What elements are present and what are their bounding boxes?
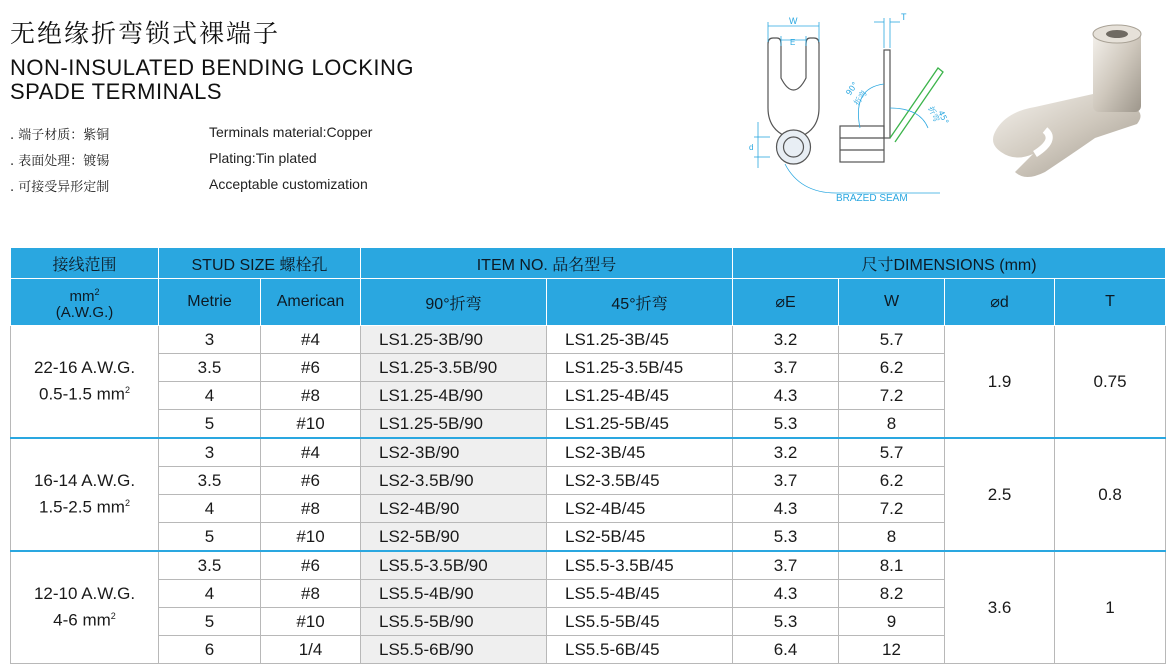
item-90-cell: LS1.25-4B/90 [361,382,547,410]
item-90-cell: LS2-3.5B/90 [361,467,547,495]
awg-range: 22-16 A.W.G. [33,358,136,378]
e-cell: 4.3 [733,382,839,410]
metric-cell: 5 [159,608,261,636]
header-w: W [839,279,945,326]
item-90-cell: LS5.5-4B/90 [361,580,547,608]
mm-range-sup: 2 [124,498,130,509]
w-cell: 5.7 [839,438,945,467]
w-cell: 8 [839,523,945,552]
metric-cell: 5 [159,523,261,552]
metric-cell: 4 [159,495,261,523]
mm-range-text: 0.5-1.5 mm [39,384,125,404]
item-45-cell: LS1.25-5B/45 [547,410,733,439]
w-cell: 8.2 [839,580,945,608]
header-awg-unit [11,279,159,326]
item-45-cell: LS5.5-3.5B/45 [547,551,733,580]
item-90-cell: LS5.5-6B/90 [361,636,547,664]
d-value-cell: 1.9 [945,326,1055,439]
mm-range-text: 4-6 mm [53,610,111,630]
item-45-cell: LS1.25-3.5B/45 [547,354,733,382]
header-item-no: ITEM NO. 品名型号 [361,248,733,279]
item-90-cell: LS5.5-5B/90 [361,608,547,636]
awg-range-cell [11,551,159,664]
header-american: American [261,279,361,326]
item-45-cell: LS5.5-5B/45 [547,608,733,636]
w-cell: 6.2 [839,467,945,495]
awg-range-cell [11,326,159,439]
header-d: ⌀d [945,279,1055,326]
terminal-drawing [740,8,955,208]
d-value-cell: 2.5 [945,438,1055,551]
item-45-cell: LS5.5-6B/45 [547,636,733,664]
item-90-cell: LS2-5B/90 [361,523,547,552]
header-stud-size: STUD SIZE 螺栓孔 [159,248,361,279]
item-45-cell: LS2-4B/45 [547,495,733,523]
drawing-label-d: d [749,143,754,152]
metric-cell: 4 [159,382,261,410]
mm-range-text: 1.5-2.5 mm [39,497,125,517]
mm-range [11,605,158,632]
metric-cell: 3 [159,326,261,354]
header-dimensions: 尺寸DIMENSIONS (mm) [733,248,1166,279]
american-cell: #4 [261,438,361,467]
header-t: T [1055,279,1166,326]
w-cell: 12 [839,636,945,664]
item-45-cell: LS2-3.5B/45 [547,467,733,495]
metric-cell: 4 [159,580,261,608]
awg-range: 12-10 A.W.G. [33,584,136,604]
e-cell: 4.3 [733,580,839,608]
header-metric: Metrie [159,279,261,326]
spec-table [10,247,1166,664]
item-45-cell: LS1.25-3B/45 [547,326,733,354]
american-cell: #10 [261,410,361,439]
metric-cell: 5 [159,410,261,439]
table-row [11,326,1166,354]
american-cell: #6 [261,467,361,495]
item-90-cell: LS2-3B/90 [361,438,547,467]
item-90-cell: LS1.25-3B/90 [361,326,547,354]
awg-range: 16-14 A.W.G. [33,471,136,491]
d-value-cell: 3.6 [945,551,1055,664]
drawing-label-w: W [789,16,798,26]
item-90-cell: LS5.5-3.5B/90 [361,551,547,580]
header-bend-45: 45°折弯 [547,279,733,326]
e-cell: 3.2 [733,326,839,354]
awg-range-cell [11,438,159,551]
american-cell: 1/4 [261,636,361,664]
american-cell: #6 [261,551,361,580]
e-cell: 3.7 [733,551,839,580]
t-value-cell: 0.75 [1055,326,1166,439]
w-cell: 9 [839,608,945,636]
metric-cell: 6 [159,636,261,664]
e-cell: 3.2 [733,438,839,467]
e-cell: 6.4 [733,636,839,664]
metric-cell: 3.5 [159,467,261,495]
drawing-bend-45: 折弯 [926,105,942,124]
t-value-cell: 0.8 [1055,438,1166,551]
item-45-cell: LS2-3B/45 [547,438,733,467]
w-cell: 8 [839,410,945,439]
item-90-cell: LS2-4B/90 [361,495,547,523]
mm-range-sup: 2 [124,385,130,396]
american-cell: #6 [261,354,361,382]
table-row [11,551,1166,580]
e-cell: 4.3 [733,495,839,523]
item-45-cell: LS1.25-4B/45 [547,382,733,410]
e-cell: 5.3 [733,608,839,636]
american-cell: #8 [261,580,361,608]
header-wire-range: 接线范围 [11,248,159,279]
drawing-label-brazed: BRAZED SEAM [836,193,908,204]
header-awg: (A.W.G.) [55,303,114,321]
metric-cell: 3.5 [159,551,261,580]
header-bend-90: 90°折弯 [361,279,547,326]
spec-plating-cn: . 表面处理：镀锡 [10,154,110,169]
spec-material-en: Terminals material:Copper [209,124,373,140]
item-45-cell: LS5.5-4B/45 [547,580,733,608]
w-cell: 7.2 [839,495,945,523]
drawing-label-e: E [790,38,796,47]
metric-cell: 3.5 [159,354,261,382]
drawing-angle-90: 90° [844,80,860,98]
spec-plating-en: Plating:Tin plated [209,150,317,166]
t-value-cell: 1 [1055,551,1166,664]
mm-range [11,379,158,406]
w-cell: 5.7 [839,326,945,354]
spec-material-cn: . 端子材质：紫铜 [10,128,110,143]
e-cell: 5.3 [733,410,839,439]
american-cell: #8 [261,382,361,410]
header-mm: mm [69,287,95,305]
item-90-cell: LS1.25-3.5B/90 [361,354,547,382]
title-en-line2: SPADE TERMINALS [10,79,223,104]
e-cell: 3.7 [733,467,839,495]
header-mm-sup: 2 [94,286,100,297]
drawing-bend-90: 折弯 [852,88,869,108]
title-cn: 无绝缘折弯锁式裸端子 [10,19,281,48]
table-row [11,438,1166,467]
header-e: ⌀E [733,279,839,326]
american-cell: #4 [261,326,361,354]
american-cell: #8 [261,495,361,523]
e-cell: 3.7 [733,354,839,382]
item-90-cell: LS1.25-5B/90 [361,410,547,439]
item-45-cell: LS2-5B/45 [547,523,733,552]
drawing-label-t: T [901,12,907,22]
drawing-angle-45: 45° [936,109,951,126]
w-cell: 8.1 [839,551,945,580]
mm-range [11,492,158,519]
w-cell: 7.2 [839,382,945,410]
metric-cell: 3 [159,438,261,467]
spec-custom-en: Acceptable customization [209,176,368,192]
american-cell: #10 [261,523,361,552]
terminal-photo [975,12,1165,202]
spec-custom-cn: . 可接受异形定制 [10,180,110,195]
american-cell: #10 [261,608,361,636]
mm-range-sup: 2 [110,611,116,622]
w-cell: 6.2 [839,354,945,382]
e-cell: 5.3 [733,523,839,552]
title-en-line1: NON-INSULATED BENDING LOCKING [10,55,415,80]
